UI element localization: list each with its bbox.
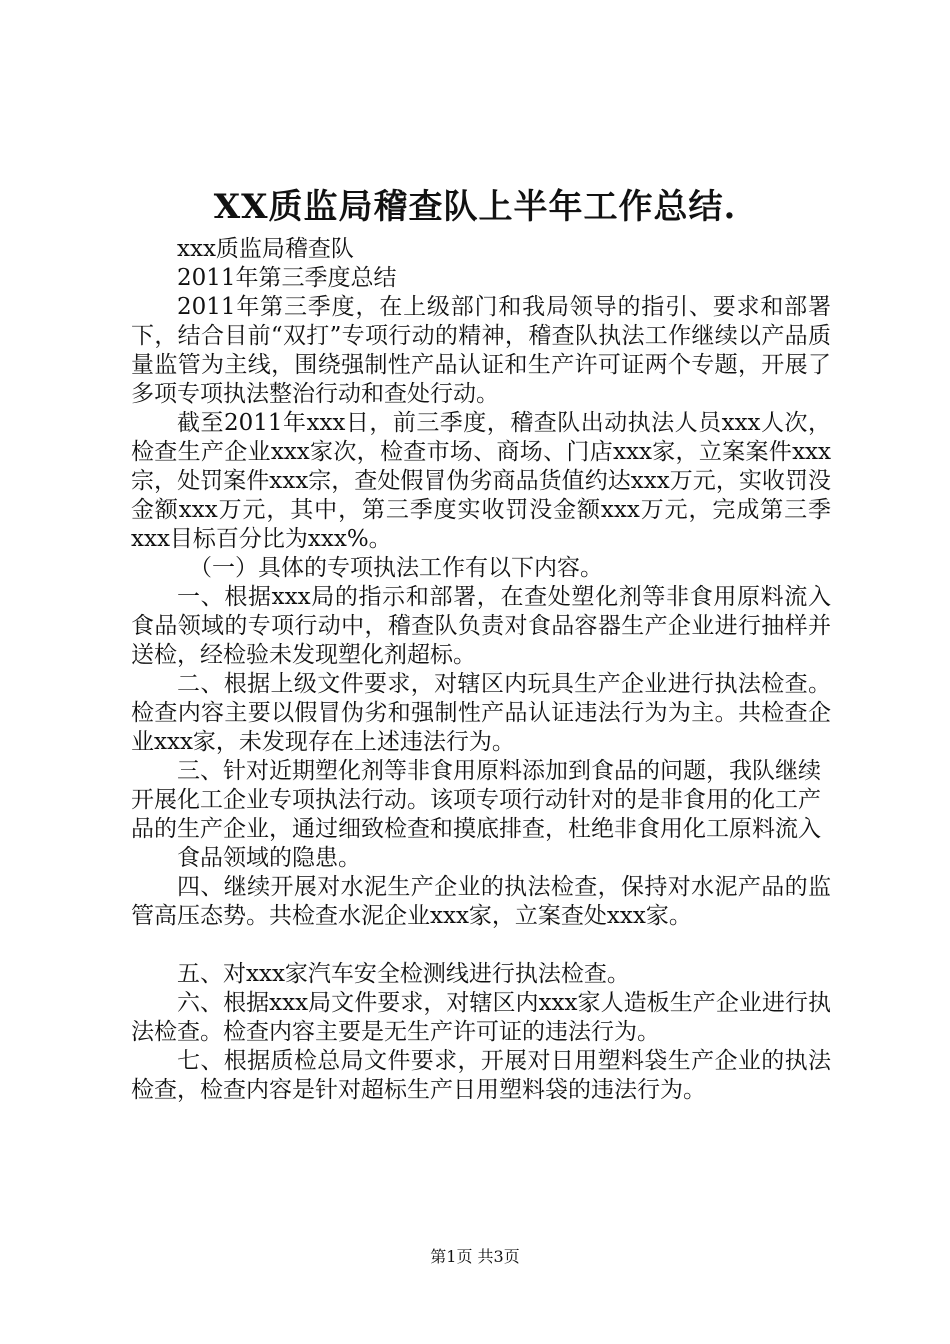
document-body: [131, 235, 831, 1105]
paragraph-item-6: 六、根据xxx局文件要求，对辖区内xxx家人造板生产企业进行执法检查。检查内容主要是无生产许可证的违法行为。: [131, 990, 831, 1045]
paragraph-statistics: 截至2011年xxx日，前三季度，稽查队出动执法人员xxx人次，检查生产企业xxx家次，检查市场、商场、门店xxx家，立案案件xxx宗，处罚案件xxx宗，查处假冒伪劣商品货值约达xxx万元，实收罚没金额xxx万元，其中，第三季度实收罚没金额xxx万元，完成第三季xxx目标百分比为xxx%。: [131, 410, 831, 552]
paragraph-section-heading: （一）具体的专项执法工作有以下内容。: [189, 555, 603, 581]
paragraph-item-3: 三、针对近期塑化剂等非食用原料添加到食品的问题，我队继续开展化工企业专项执法行动。该项专项行动针对的是非食用的化工产品的生产企业，通过细致检查和摸底排查，杜绝非食用化工原料流入: [131, 758, 821, 842]
paragraph-item-5: 五、对xxx家汽车安全检测线进行执法检查。: [177, 961, 630, 987]
paragraph-item-4: 四、继续开展对水泥生产企业的执法检查，保持对水泥产品的监管高压态势。共检查水泥企业xxx家，立案查处xxx家。: [131, 874, 831, 929]
paragraph-item-3-continued: 食品领域的隐患。: [177, 845, 361, 871]
paragraph-subtitle: 2011年第三季度总结: [177, 265, 397, 291]
paragraph-intro: 2011年第三季度，在上级部门和我局领导的指引、要求和部署下，结合目前“双打”专项行动的精神，稽查队执法工作继续以产品质量监管为主线，围绕强制性产品认证和生产许可证两个专题，开展了多项专项执法整治行动和查处行动。: [131, 294, 831, 407]
paragraph-item-1: 一、根据xxx局的指示和部署，在查处塑化剂等非食用原料流入食品领域的专项行动中，稽查队负责对食品容器生产企业进行抽样并送检，经检验未发现塑化剂超标。: [131, 584, 831, 668]
paragraph-item-2: 二、根据上级文件要求，对辖区内玩具生产企业进行执法检查。检查内容主要以假冒伪劣和强制性产品认证违法行为为主。共检查企业xxx家，未发现存在上述违法行为。: [131, 671, 831, 755]
page-footer: 第1页 共3页: [430, 1247, 520, 1266]
paragraph-unit: xxx质监局稽查队: [177, 236, 354, 262]
document-title: XX质监局稽查队上半年工作总结.: [213, 187, 737, 227]
paragraph-item-7: 七、根据质检总局文件要求，开展对日用塑料袋生产企业的执法检查，检查内容是针对超标生产日用塑料袋的违法行为。: [131, 1048, 831, 1103]
